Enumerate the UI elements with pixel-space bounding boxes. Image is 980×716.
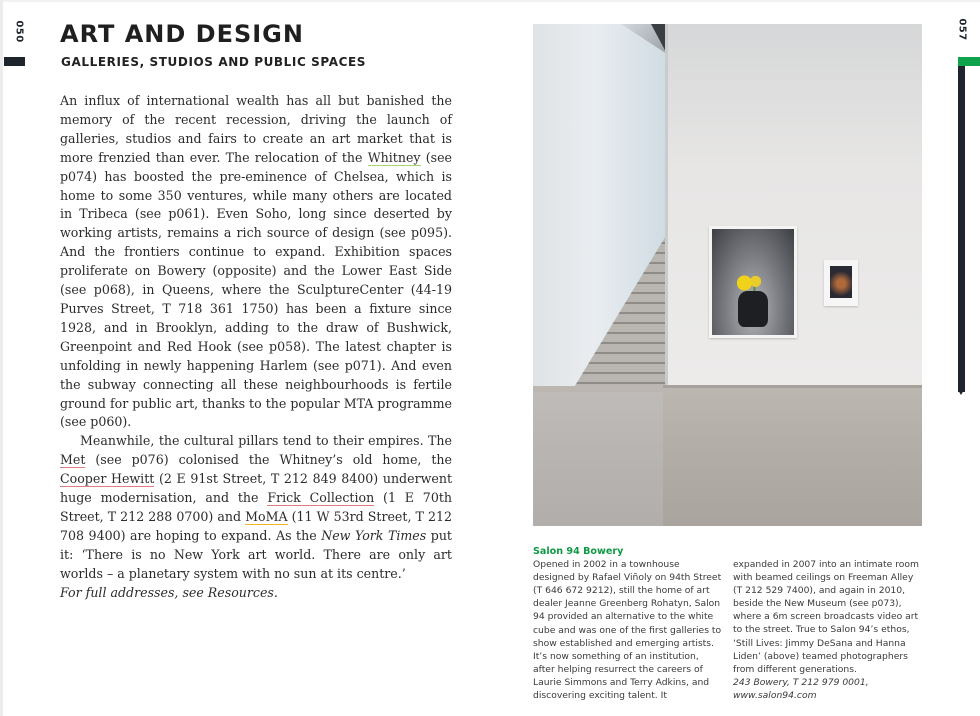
page-left-edge <box>0 0 3 716</box>
link-frick-collection[interactable]: Frick Collection <box>267 490 375 506</box>
artwork-small-frame <box>824 260 858 306</box>
caption-website-link[interactable]: www.salon94.com <box>733 689 817 701</box>
section-marker-left <box>4 57 25 66</box>
caption-text-1: Opened in 2002 in a townhouse designed by Rafael Viñoly on 94th Street (T 646 672 9212), still the home of art dealer Jeanne Greenberg Rohatyn, Salon 94 provided an alternative to the white cube and was one of the first galleries to show established and emerging artists. It’s now something of an institution, after helping resurrect the careers of Laurie Simmons and Terry Adkins, and discovering exciting talent. It <box>533 559 722 702</box>
artwork-small-image <box>830 266 852 298</box>
paragraph-2: Meanwhile, the cultural pillars tend to their empires. The Met (see p076) colonised the Whitney’s old home, the Cooper Hewitt (2 E 91st Street, T 212 849 8400) underwent huge modernisation, and the Frick Collection (1 E 70th Street, T 212 288 0700) and MoMA (11 W 53rd Street, T 212 708 9400) are hoping to expand. As the New York Times put it: ‘There is no New York art world. There are only art worlds – a planetary system with no sun at its centre.’ <box>60 433 453 581</box>
paragraph-1: An influx of international wealth has all but banished the memory of the recent recession, driving the launch of galleries, studios and fairs to create an art market that is more frenzied than ever. The relocation of the Whitney (see p074) has boosted the pre-eminence of Chelsea, which is home to some 350 ventures, while many others are located in Tribeca (see p061). Even Soho, long since deserted by working artists, remains a rich source of design (see p095). And the frontiers continue to expand. Exhibition spaces proliferate on Bowery (opposite) and the Lower East Side (see p068), in Queens, where the SculptureCenter (44-19 Purves Street, T 718 361 1750) has been a fixture since 1928, and in Brooklyn, adding to the draw of Bushwick, Greenpoint and Red Hook (see p058). The latest chapter is unfolding in newly happening Harlem (see p071). And even the subway connecting all these neighbourhoods is fertile ground for public art, thanks to the popular MTA programme (see p060). <box>60 93 452 430</box>
footnote: For full addresses, see Resources. <box>60 584 278 600</box>
left-page-number: 050 <box>13 20 25 43</box>
link-cooper-hewitt[interactable]: Cooper Hewitt <box>60 471 155 487</box>
section-title: ART AND DESIGN <box>60 20 304 48</box>
section-subtitle: GALLERIES, STUDIOS AND PUBLIC SPACES <box>61 55 367 69</box>
article-body <box>60 92 452 602</box>
photo-caption-column-2 <box>733 558 923 702</box>
photo-caption-column-1 <box>533 545 723 702</box>
artwork-black-bag <box>738 291 768 327</box>
section-progress-bar <box>958 66 965 392</box>
photo-wall-edge <box>665 24 668 389</box>
artwork-yellow-flowers <box>736 275 764 291</box>
publication-name: New York Times <box>321 527 427 543</box>
link-met[interactable]: Met <box>60 452 86 468</box>
caption-title: Salon 94 Bowery <box>533 546 624 557</box>
photo-floor-shade <box>533 392 663 526</box>
right-page-number: 057 <box>956 18 968 41</box>
artwork-large-frame <box>709 226 797 338</box>
page-top-edge <box>0 0 980 2</box>
artwork-large-image <box>712 229 794 335</box>
caption-address: 243 Bowery, T 212 979 0001, <box>733 676 869 688</box>
caption-text-2: expanded in 2007 into an intimate room with beamed ceilings on Freeman Alley (T 212 529 7400), and again in 2010, beside the New Museum (see p073), where a 6m screen broadcasts video art to the street. True to Salon 94’s ethos, ‘Still Lives: Jimmy DeSana and Hanna Liden’ (above) teamed photographers from different generations. <box>733 559 919 675</box>
link-whitney[interactable]: Whitney <box>367 149 421 165</box>
photo-baseboard <box>663 385 922 388</box>
section-marker-green <box>958 57 980 66</box>
gallery-photo <box>533 24 922 526</box>
progress-bar-tip <box>958 390 964 395</box>
link-moma[interactable]: MoMA <box>245 508 288 524</box>
